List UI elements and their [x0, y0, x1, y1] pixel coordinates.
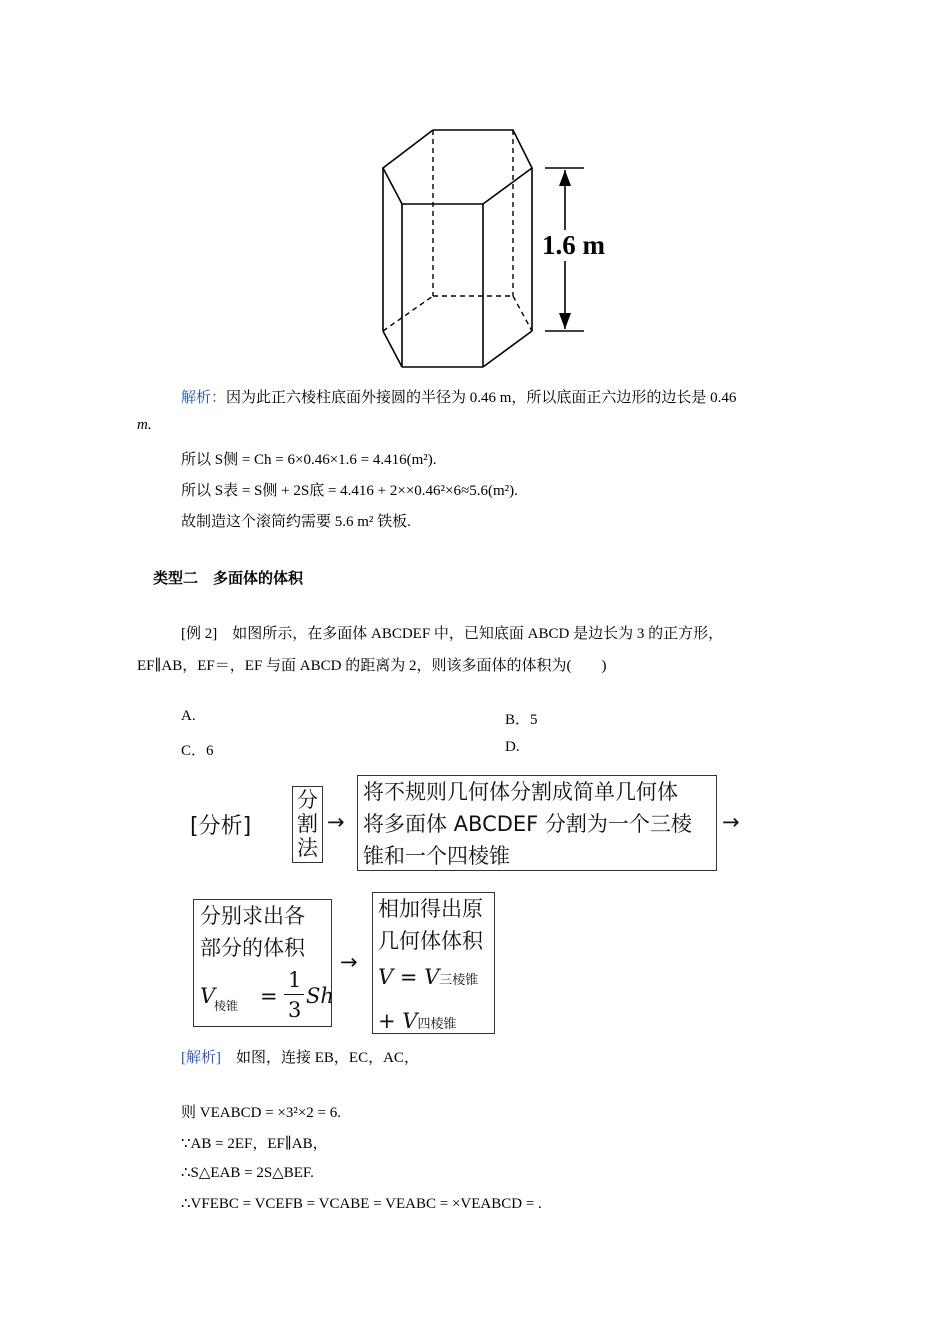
solution1-text1: 因为此正六棱柱底面外接圆的半径为 0.46 m，所以底面正六边形的边长是 0.46: [226, 390, 737, 406]
sum-box: [372, 892, 495, 1034]
method-char-3: 法: [297, 836, 318, 860]
solution2-line4: ∴VFEBC = VCEFB = VCABE = VEABC = ×VEABCD = .: [181, 1196, 542, 1212]
option-c: C．6: [181, 743, 214, 759]
compute-box: [193, 899, 332, 1027]
arrow-1: →: [327, 810, 345, 834]
compute-line-2: 部分的体积: [200, 936, 305, 960]
example-line2: EF∥AB，EF＝，EF 与面 ABCD 的距离为 2，则该多面体的体积为( ): [137, 658, 607, 674]
split-line-1: 将不规则几何体分割成简单几何体: [363, 780, 678, 804]
split-line-2: 将多面体 ABCDEF 分割为一个三棱: [363, 812, 692, 836]
pyramid-formula: V 棱锥 = 1 3 Sh: [200, 968, 334, 1022]
height-label: 1.6 m: [542, 230, 605, 260]
solution2-intro-line: [181, 1046, 419, 1067]
solution2-label: [解析]: [181, 1050, 221, 1066]
sum-line-3: V = V三棱锥: [378, 965, 479, 989]
analysis-label: [分析]: [190, 814, 252, 839]
compute-line-1: 分别求出各: [200, 904, 305, 928]
sum-line-4: + V四棱锥: [378, 1009, 457, 1033]
solution2-line1: 则 VEABCD = ×3²×2 = 6.: [181, 1105, 342, 1121]
solution1-label: 解析：: [181, 390, 227, 406]
solution1-line4: 故制造这个滚筒约需要 5.6 m² 铁板.: [181, 514, 411, 530]
split-box: [357, 775, 717, 871]
solution1-line1: [181, 386, 736, 407]
solution2-line2: ∵AB = 2EF，EF∥AB，: [181, 1136, 328, 1152]
option-a: A.: [181, 708, 196, 724]
solution1-line1-cont: m.: [137, 417, 152, 433]
option-b: B．5: [505, 712, 538, 728]
solution2-line3: ∴S△EAB = 2S△BEF.: [181, 1165, 314, 1181]
sum-line-2: 几何体体积: [378, 929, 483, 953]
solution1-line2: 所以 S侧 = Ch = 6×0.46×1.6 = 4.416(m²).: [181, 452, 437, 468]
split-line-3: 锥和一个四棱锥: [363, 844, 510, 868]
option-d: D.: [505, 739, 520, 755]
method-char-1: 分: [297, 788, 318, 812]
method-char-2: 割: [297, 812, 318, 836]
arrow-3: →: [340, 950, 358, 974]
arrow-2: →: [722, 810, 740, 834]
section-title: 类型二 多面体的体积: [153, 570, 304, 587]
sum-line-1: 相加得出原: [378, 897, 483, 921]
example-line1: [例 2] 如图所示，在多面体 ABCDEF 中，已知底面 ABCD 是边长为 3 的正方形，: [181, 626, 724, 642]
solution2-intro: 如图，连接 EB，EC，AC，: [236, 1050, 419, 1066]
solution1-line3: 所以 S表 = S侧 + 2S底 = 4.416 + 2××0.46²×6≈5.6(m²).: [181, 483, 518, 499]
method-box: [292, 786, 323, 863]
